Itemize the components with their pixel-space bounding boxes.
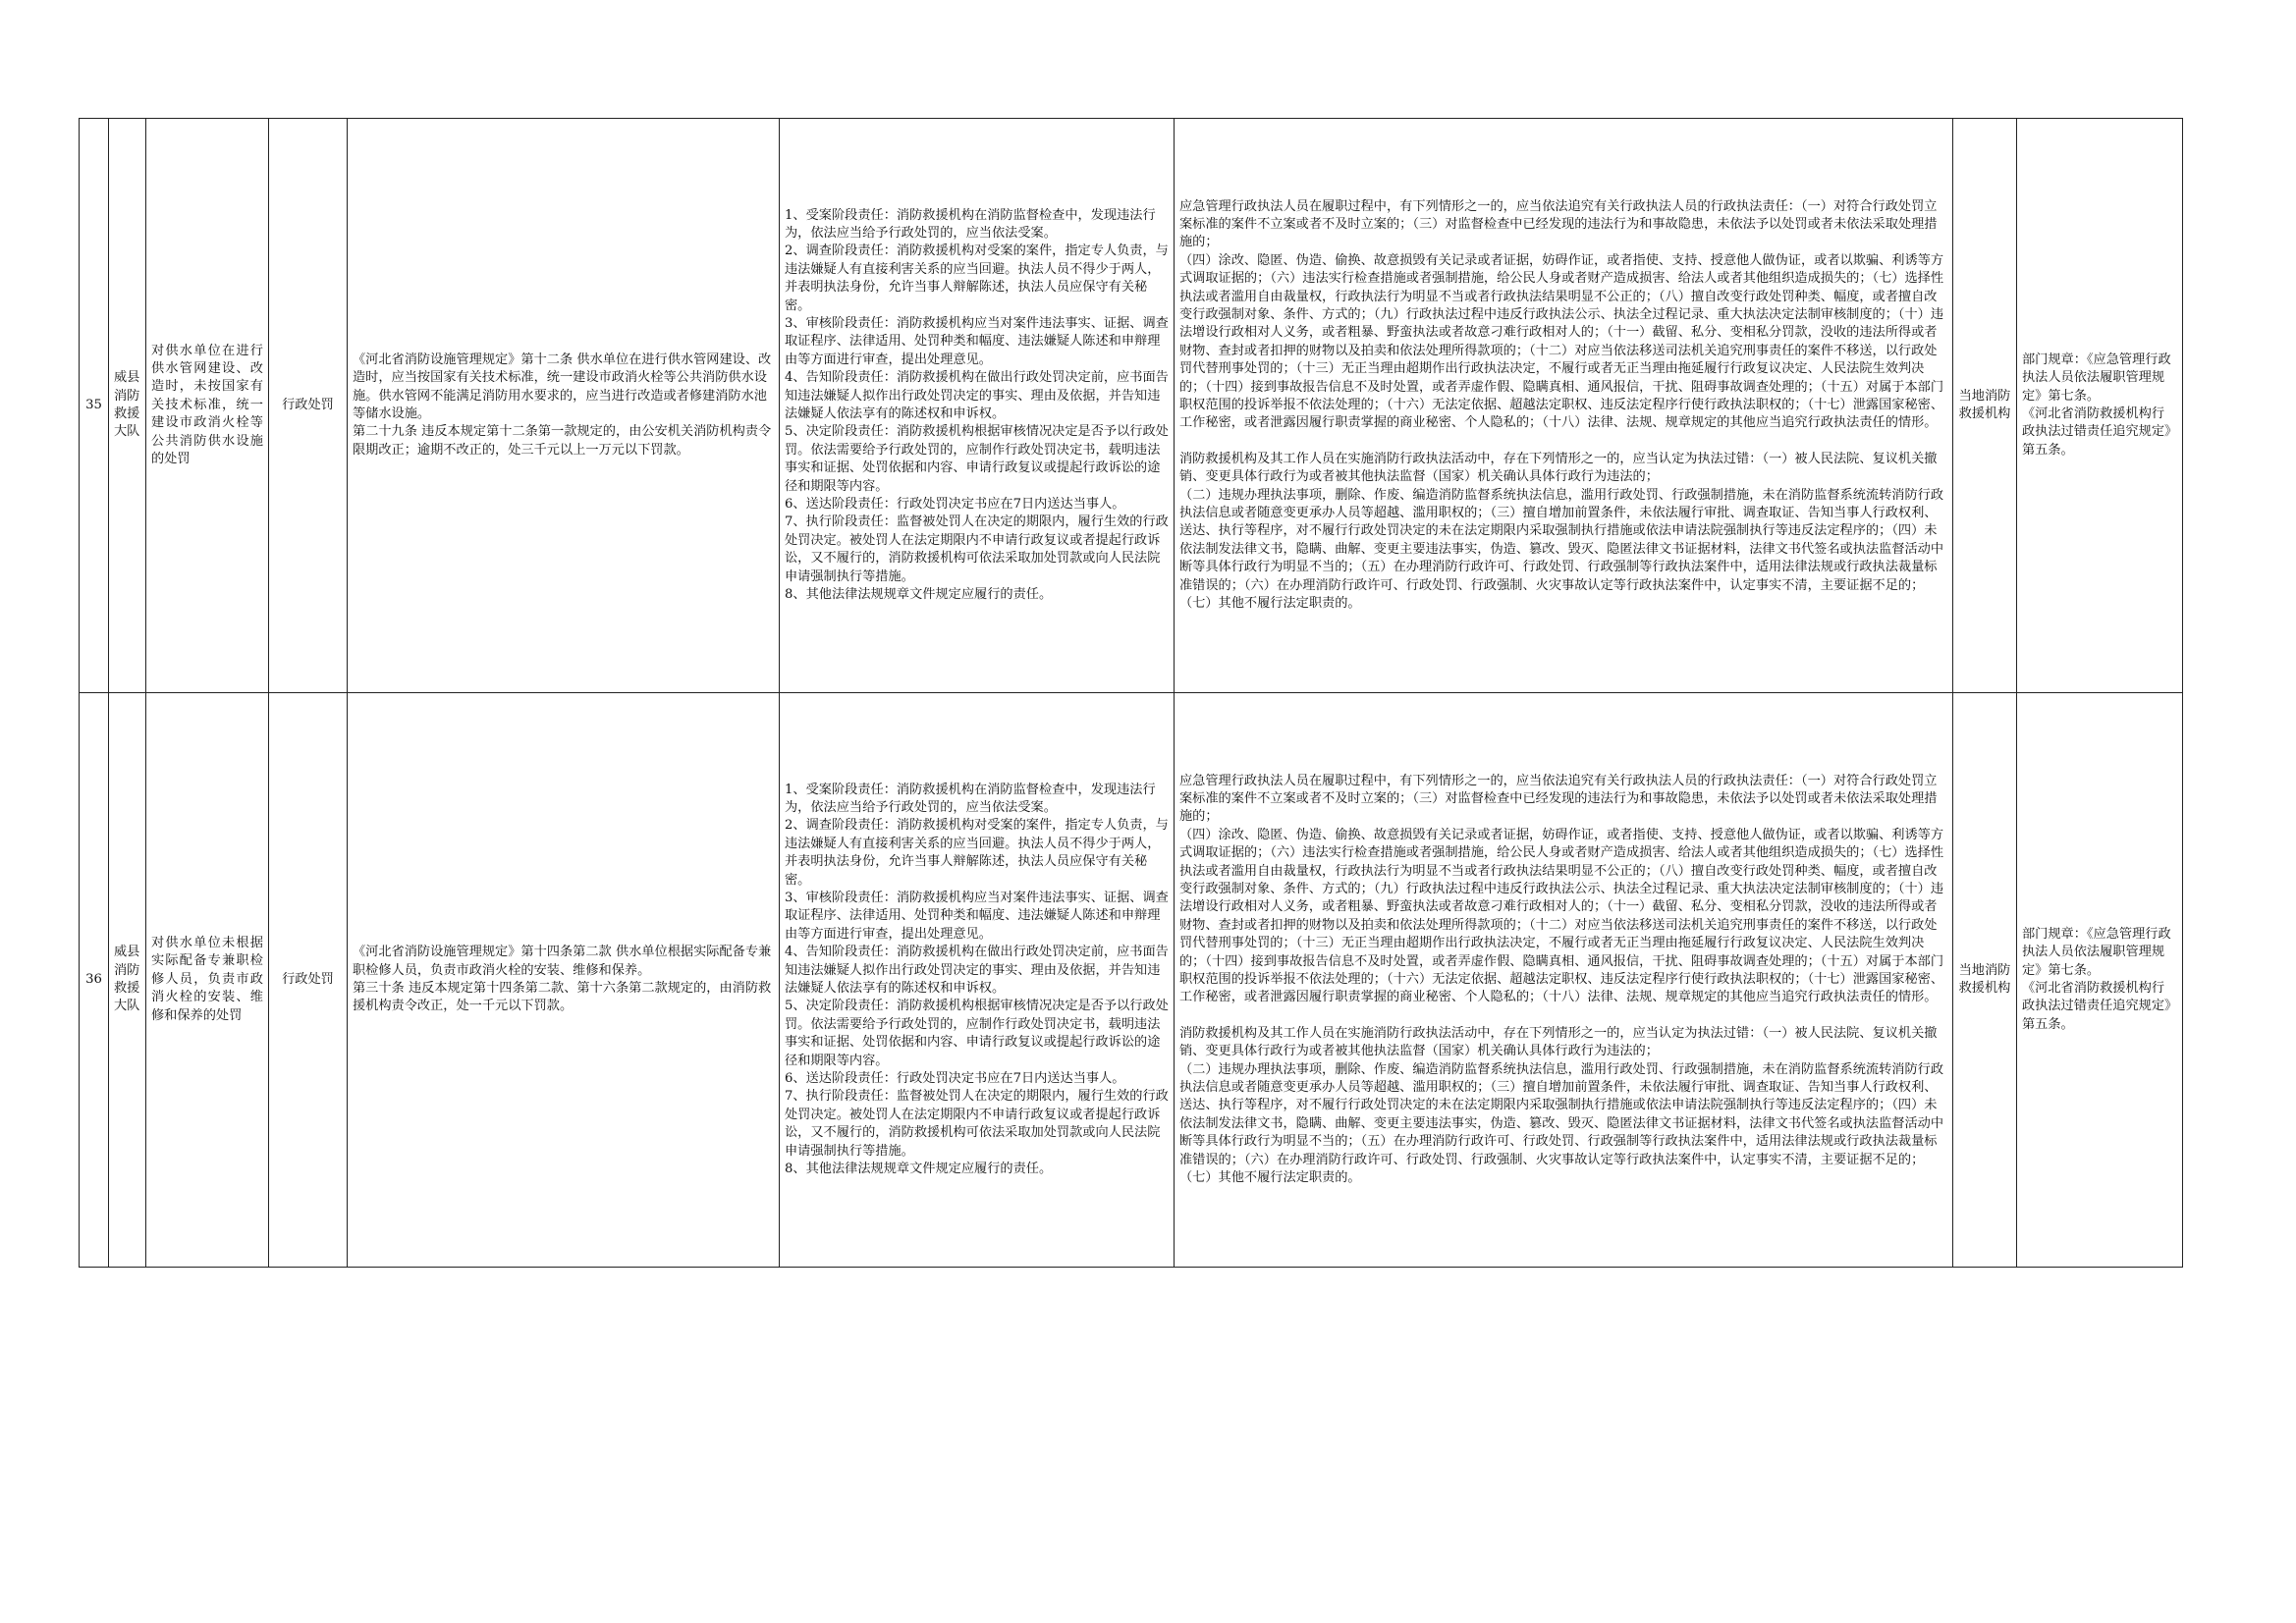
paragraph-gap xyxy=(1179,1007,1947,1025)
accountability-cases xyxy=(1175,693,1953,1268)
legal-basis-text: 《河北省消防设施管理规定》第十四条第二款 供水单位根据实际配备专兼职检修人员，负责市政消火栓的安装、维修和保养。 第三十条 违反本规定第十四条第二款、第十六条第二款规定的，由消防救援机构责令改正，处一千元以下罚款。 xyxy=(353,945,772,1014)
enforcement-unit: 威县消防救援大队 xyxy=(109,693,146,1268)
legal-basis-text: 《河北省消防设施管理规定》第十二条 供水单位在进行供水管网建设、改造时，应当按国家有关技术标准，统一建设市政消火栓等公共消防供水设施。供水管网不能满足消防用水要求的，应当进行改造或者修建消防水池等储水设施。 第二十九条 违反本规定第十二条第一款规定的，由公安机关消防机构责令限期改正；逾期不改正的，处三千元以上一万元以下罚款。 xyxy=(353,352,772,458)
table-row xyxy=(80,119,2183,693)
accountability-text-2: 消防救援机构及其工作人员在实施消防行政执法活动中，存在下列情形之一的，应当认定为执法过错：（一）被人民法院、复议机关撤销、变更具体行政行为或者被其他执法监督（国家）机关确认具体行政行为违法的； （二）违规办理执法事项，删除、作废、编造消防监督系统执法信息，滥用行政处罚、行政强制措施，未在消防监督系统流转消防行政执法信息或者随意变更承办人员等超越、滥用职权的；（三）擅自增加前置条件，未依法履行审批、调查取证、告知当事人行政权利、送达、执行等程序，对不履行行政处罚决定的未在法定期限内采取强制执行措施或依法申请法院强制执行等违反法定程序的；（四）未依法制发法律文书，隐瞒、曲解、变更主要违法事实，伪造、篡改、毁灭、隐匿法律文书证据材料，法律文书代签名或执法监督活动中断等具体行政行为明显不当的；（五）在办理消防行政许可、行政处罚、行政强制等行政执法案件中，适用法律法规或行政执法裁量标准错误的；（六）在办理消防行政许可、行政处罚、行政强制、火灾事故认定等行政执法案件中，认定事实不清，主要证据不足的；（七）其他不履行法定职责的。 xyxy=(1179,1025,1944,1186)
legal-basis xyxy=(348,693,780,1268)
responsibility-steps xyxy=(780,693,1175,1268)
accountability-cases xyxy=(1175,119,1953,693)
accountability-law xyxy=(2017,119,2183,693)
enforcement-table xyxy=(79,118,2183,1268)
responsible-organization: 当地消防救援机构 xyxy=(1953,119,2017,693)
item-name: 对供水单位未根据实际配备专兼职检修人员，负责市政消火栓的安装、维修和保养的处罚 xyxy=(146,693,269,1268)
accountability-text-1: 应急管理行政执法人员在履职过程中，有下列情形之一的，应当依法追究有关行政执法人员的行政执法责任：（一）对符合行政处罚立案标准的案件不立案或者不及时立案的；（三）对监督检查中已经发现的违法行为和事故隐患，未依法予以处罚或者未依法采取处理措施的； （四）涂改、隐匿、伪造、偷换、故意损毁有关记录或者证据，妨碍作证，或者指使、支持、授意他人做伪证，或者以欺骗、利诱等方式调取证据的；（六）违法实行检查措施或者强制措施，给公民人身或者财产造成损害、给法人或者其他组织造成损失的；（七）选择性执法或者滥用自由裁量权，行政执法行为明显不当或者行政执法结果明显不公正的；（八）擅自改变行政处罚种类、幅度，或者擅自改变行政强制对象、条件、方式的；（九）行政执法过程中违反行政执法公示、执法全过程记录、重大执法决定法制审核制度的；（十）违法增设行政相对人义务，或者粗暴、野蛮执法或者故意刁难行政相对人的；（十一）截留、私分、变相私分罚款，没收的违法所得或者财物、查封或者扣押的财物以及拍卖和依法处理所得款项的；（十二）对应当依法移送司法机关追究刑事责任的案件不移送，以行政处罚代替刑事处罚的；（十三）无正当理由超期作出行政执法决定，不履行或者无正当理由拖延履行行政复议决定、人民法院生效判决的；（十四）接到事故报告信息不及时处置，或者弄虚作假、隐瞒真相、通风报信，干扰、阻碍事故调查处理的；（十五）对属于本部门职权范围的投诉举报不依法处理的；（十六）无法定依据、超越法定职权、违反法定程序行使行政执法职权的；（十七）泄露国家秘密、工作秘密，或者泄露因履行职责掌握的商业秘密、个人隐私的；（十八）法律、法规、规章规定的其他应当追究行政执法责任的情形。 xyxy=(1179,773,1944,1005)
item-category: 行政处罚 xyxy=(269,119,348,693)
item-category: 行政处罚 xyxy=(269,693,348,1268)
enforcement-unit: 威县消防救援大队 xyxy=(109,119,146,693)
responsibility-text: 1、受案阶段责任：消防救援机构在消防监督检查中，发现违法行为，依法应当给予行政处罚的，应当依法受案。 2、调查阶段责任：消防救援机构对受案的案件，指定专人负责，与违法嫌疑人有直接利害关系的应当回避。执法人员不得少于两人，并表明执法身份，允许当事人辩解陈述，执法人员应保守有关秘密。 3、审核阶段责任：消防救援机构应当对案件违法事实、证据、调查取证程序、法律适用、处罚种类和幅度、违法嫌疑人陈述和申辩理由等方面进行审查，提出处理意见。 4、告知阶段责任：消防救援机构在做出行政处罚决定前，应书面告知违法嫌疑人拟作出行政处罚决定的事实、理由及依据，并告知违法嫌疑人依法享有的陈述权和申诉权。 5、决定阶段责任：消防救援机构根据审核情况决定是否予以行政处罚。依法需要给予行政处罚的，应制作行政处罚决定书，载明违法事实和证据、处罚依据和内容、申请行政复议或提起行政诉讼的途径和期限等内容。 6、送达阶段责任：行政处罚决定书应在7日内送达当事人。 7、执行阶段责任：监督被处罚人在决定的期限内，履行生效的行政处罚决定。被处罚人在法定期限内不申请行政复议或者提起行政诉讼，又不履行的，消防救援机构可依法采取加处罚款或向人民法院申请强制执行等措施。 8、其他法律法规规章文件规定应履行的责任。 xyxy=(785,782,1169,1177)
responsibility-text: 1、受案阶段责任：消防救援机构在消防监督检查中，发现违法行为，依法应当给予行政处罚的，应当依法受案。 2、调查阶段责任：消防救援机构对受案的案件，指定专人负责，与违法嫌疑人有直接利害关系的应当回避。执法人员不得少于两人，并表明执法身份，允许当事人辩解陈述，执法人员应保守有关秘密。 3、审核阶段责任：消防救援机构应当对案件违法事实、证据、调查取证程序、法律适用、处罚种类和幅度、违法嫌疑人陈述和申辩理由等方面进行审查，提出处理意见。 4、告知阶段责任：消防救援机构在做出行政处罚决定前，应书面告知违法嫌疑人拟作出行政处罚决定的事实、理由及依据，并告知违法嫌疑人依法享有的陈述权和申诉权。 5、决定阶段责任：消防救援机构根据审核情况决定是否予以行政处罚。依法需要给予行政处罚的，应制作行政处罚决定书，载明违法事实和证据、处罚依据和内容、申请行政复议或提起行政诉讼的途径和期限等内容。 6、送达阶段责任：行政处罚决定书应在7日内送达当事人。 7、执行阶段责任：监督被处罚人在决定的期限内，履行生效的行政处罚决定。被处罚人在法定期限内不申请行政复议或者提起行政诉讼，又不履行的，消防救援机构可依法采取加处罚款或向人民法院申请强制执行等措施。 8、其他法律法规规章文件规定应履行的责任。 xyxy=(785,207,1169,603)
row-number: 36 xyxy=(80,693,109,1268)
paragraph-gap xyxy=(1179,433,1947,451)
accountability-law xyxy=(2017,693,2183,1268)
accountability-text-2: 消防救援机构及其工作人员在实施消防行政执法活动中，存在下列情形之一的，应当认定为执法过错：（一）被人民法院、复议机关撤销、变更具体行政行为或者被其他执法监督（国家）机关确认具体行政行为违法的； （二）违规办理执法事项，删除、作废、编造消防监督系统执法信息，滥用行政处罚、行政强制措施，未在消防监督系统流转消防行政执法信息或者随意变更承办人员等超越、滥用职权的；（三）擅自增加前置条件，未依法履行审批、调查取证、告知当事人行政权利、送达、执行等程序，对不履行行政处罚决定的未在法定期限内采取强制执行措施或依法申请法院强制执行等违反法定程序的；（四）未依法制发法律文书，隐瞒、曲解、变更主要违法事实，伪造、篡改、毁灭、隐匿法律文书证据材料，法律文书代签名或执法监督活动中断等具体行政行为明显不当的；（五）在办理消防行政许可、行政处罚、行政强制等行政执法案件中，适用法律法规或行政执法裁量标准错误的；（六）在办理消防行政许可、行政处罚、行政强制、火灾事故认定等行政执法案件中，认定事实不清，主要证据不足的；（七）其他不履行法定职责的。 xyxy=(1179,451,1944,612)
accountability-law-text: 部门规章：《应急管理行政执法人员依法履职管理规定》第七条。 《河北省消防救援机构行政执法过错责任追究规定》第五条。 xyxy=(2022,926,2171,1032)
item-name: 对供水单位在进行供水管网建设、改造时，未按国家有关技术标准，统一建设市政消火栓等公共消防供水设施的处罚 xyxy=(146,119,269,693)
accountability-text-1: 应急管理行政执法人员在履职过程中，有下列情形之一的，应当依法追究有关行政执法人员的行政执法责任：（一）对符合行政处罚立案标准的案件不立案或者不及时立案的；（三）对监督检查中已经发现的违法行为和事故隐患，未依法予以处罚或者未依法采取处理措施的； （四）涂改、隐匿、伪造、偷换、故意损毁有关记录或者证据，妨碍作证，或者指使、支持、授意他人做伪证，或者以欺骗、利诱等方式调取证据的；（六）违法实行检查措施或者强制措施，给公民人身或者财产造成损害、给法人或者其他组织造成损失的；（七）选择性执法或者滥用自由裁量权，行政执法行为明显不当或者行政执法结果明显不公正的；（八）擅自改变行政处罚种类、幅度，或者擅自改变行政强制对象、条件、方式的；（九）行政执法过程中违反行政执法公示、执法全过程记录、重大执法决定法制审核制度的；（十）违法增设行政相对人义务，或者粗暴、野蛮执法或者故意刁难行政相对人的；（十一）截留、私分、变相私分罚款，没收的违法所得或者财物、查封或者扣押的财物以及拍卖和依法处理所得款项的；（十二）对应当依法移送司法机关追究刑事责任的案件不移送，以行政处罚代替刑事处罚的；（十三）无正当理由超期作出行政执法决定，不履行或者无正当理由拖延履行行政复议决定、人民法院生效判决的；（十四）接到事故报告信息不及时处置，或者弄虚作假、隐瞒真相、通风报信，干扰、阻碍事故调查处理的；（十五）对属于本部门职权范围的投诉举报不依法处理的；（十六）无法定依据、超越法定职权、违反法定程序行使行政执法职权的；（十七）泄露国家秘密、工作秘密，或者泄露因履行职责掌握的商业秘密、个人隐私的；（十八）法律、法规、规章规定的其他应当追究行政执法责任的情形。 xyxy=(1179,198,1944,431)
accountability-law-text: 部门规章：《应急管理行政执法人员依法履职管理规定》第七条。 《河北省消防救援机构行政执法过错责任追究规定》第五条。 xyxy=(2022,352,2171,458)
responsibility-steps xyxy=(780,119,1175,693)
row-number: 35 xyxy=(80,119,109,693)
responsible-organization: 当地消防救援机构 xyxy=(1953,693,2017,1268)
table-row xyxy=(80,693,2183,1268)
legal-basis xyxy=(348,119,780,693)
